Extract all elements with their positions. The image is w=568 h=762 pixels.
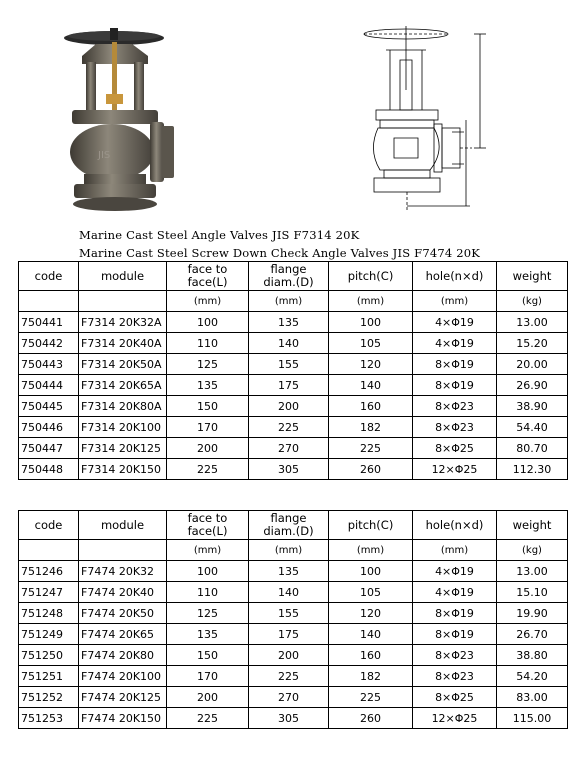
table-row [19, 666, 568, 687]
header-flange-diameter: flange diam.(D) [249, 511, 329, 540]
cell-flange: 225 [249, 666, 329, 687]
cell-hole: 8×Φ23 [413, 645, 497, 666]
cell-face: 125 [167, 603, 249, 624]
cell-code: 751246 [19, 561, 79, 582]
cell-flange: 200 [249, 645, 329, 666]
cell-flange: 200 [249, 396, 329, 417]
cell-pitch: 140 [329, 624, 413, 645]
cell-weight: 13.00 [497, 312, 568, 333]
cell-hole: 12×Φ25 [413, 459, 497, 480]
cell-pitch: 260 [329, 708, 413, 729]
cell-flange: 175 [249, 375, 329, 396]
header-module: module [79, 511, 167, 540]
cell-face: 225 [167, 708, 249, 729]
table-row [19, 354, 568, 375]
cell-hole: 8×Φ19 [413, 375, 497, 396]
cell-code: 750447 [19, 438, 79, 459]
cell-flange: 225 [249, 417, 329, 438]
cell-face: 170 [167, 417, 249, 438]
header-face-to-face: face to face(L) [167, 262, 249, 291]
cell-flange: 305 [249, 708, 329, 729]
table-row [19, 624, 568, 645]
title-check-angle-valves: Marine Cast Steel Screw Down Check Angle Valves JIS F7474 20K [79, 246, 481, 260]
unit-hole: (mm) [413, 291, 497, 312]
cell-weight: 54.20 [497, 666, 568, 687]
header-pitch: pitch(C) [329, 262, 413, 291]
unit-pitch: (mm) [329, 540, 413, 561]
cell-face: 200 [167, 438, 249, 459]
cell-module: F7474 20K32 [79, 561, 167, 582]
cell-module: F7314 20K65A [79, 375, 167, 396]
cell-code: 750444 [19, 375, 79, 396]
cell-flange: 175 [249, 624, 329, 645]
cell-pitch: 225 [329, 687, 413, 708]
cell-hole: 8×Φ19 [413, 624, 497, 645]
header-weight: weight [497, 262, 568, 291]
unit-weight: (kg) [497, 540, 568, 561]
unit-hole: (mm) [413, 540, 497, 561]
cell-face: 135 [167, 624, 249, 645]
cell-pitch: 105 [329, 582, 413, 603]
header-pitch: pitch(C) [329, 511, 413, 540]
cell-face: 100 [167, 312, 249, 333]
cell-flange: 270 [249, 687, 329, 708]
cell-hole: 8×Φ23 [413, 666, 497, 687]
cell-face: 125 [167, 354, 249, 375]
cell-code: 751247 [19, 582, 79, 603]
cell-weight: 38.80 [497, 645, 568, 666]
table-row [19, 459, 568, 480]
cell-flange: 305 [249, 459, 329, 480]
unit-flange: (mm) [249, 540, 329, 561]
cell-weight: 115.00 [497, 708, 568, 729]
header-module: module [79, 262, 167, 291]
cell-module: F7314 20K80A [79, 396, 167, 417]
cell-pitch: 225 [329, 438, 413, 459]
table-row [19, 645, 568, 666]
cell-weight: 15.10 [497, 582, 568, 603]
cell-weight: 19.90 [497, 603, 568, 624]
cell-hole: 8×Φ23 [413, 417, 497, 438]
cell-hole: 8×Φ19 [413, 603, 497, 624]
table-row [19, 375, 568, 396]
header-face-to-face: face to face(L) [167, 511, 249, 540]
cell-module: F7314 20K100 [79, 417, 167, 438]
cell-weight: 26.90 [497, 375, 568, 396]
cell-module: F7314 20K32A [79, 312, 167, 333]
cell-flange: 135 [249, 561, 329, 582]
title-angle-valves: Marine Cast Steel Angle Valves JIS F7314 20K [79, 228, 360, 242]
valve-cross-section-drawing [360, 20, 490, 216]
cell-module: F7314 20K50A [79, 354, 167, 375]
cell-pitch: 105 [329, 333, 413, 354]
cell-hole: 4×Φ19 [413, 333, 497, 354]
table-row [19, 438, 568, 459]
header-weight: weight [497, 511, 568, 540]
cell-weight: 83.00 [497, 687, 568, 708]
cell-code: 750441 [19, 312, 79, 333]
cell-module: F7314 20K150 [79, 459, 167, 480]
cell-weight: 80.70 [497, 438, 568, 459]
spec-table-f7474 [18, 510, 568, 729]
table-row [19, 687, 568, 708]
cell-face: 110 [167, 333, 249, 354]
unit-weight: (kg) [497, 291, 568, 312]
cell-flange: 140 [249, 582, 329, 603]
spec-table-f7314 [18, 261, 568, 480]
cell-module: F7474 20K50 [79, 603, 167, 624]
cell-module: F7314 20K40A [79, 333, 167, 354]
svg-text:JIS: JIS [98, 150, 111, 161]
cell-face: 200 [167, 687, 249, 708]
table-row [19, 312, 568, 333]
table-row [19, 333, 568, 354]
cell-code: 751251 [19, 666, 79, 687]
cell-hole: 4×Φ19 [413, 312, 497, 333]
cell-pitch: 182 [329, 417, 413, 438]
header-code: code [19, 511, 79, 540]
table-row [19, 582, 568, 603]
table-row [19, 603, 568, 624]
cell-pitch: 100 [329, 312, 413, 333]
header-hole: hole(n×d) [413, 511, 497, 540]
cell-code: 750446 [19, 417, 79, 438]
cell-weight: 38.90 [497, 396, 568, 417]
cell-module: F7474 20K125 [79, 687, 167, 708]
cell-hole: 8×Φ23 [413, 396, 497, 417]
unit-flange: (mm) [249, 291, 329, 312]
cell-weight: 112.30 [497, 459, 568, 480]
cell-face: 170 [167, 666, 249, 687]
table-row [19, 396, 568, 417]
cell-code: 751249 [19, 624, 79, 645]
cell-code: 751253 [19, 708, 79, 729]
unit-face: (mm) [167, 540, 249, 561]
cell-flange: 135 [249, 312, 329, 333]
table-row [19, 417, 568, 438]
cell-pitch: 182 [329, 666, 413, 687]
header-flange-diameter: flange diam.(D) [249, 262, 329, 291]
valve-photo [62, 24, 178, 214]
cell-flange: 270 [249, 438, 329, 459]
cell-face: 150 [167, 645, 249, 666]
table-row [19, 561, 568, 582]
cell-module: F7474 20K100 [79, 666, 167, 687]
cell-code: 750445 [19, 396, 79, 417]
cell-pitch: 120 [329, 603, 413, 624]
cell-pitch: 160 [329, 396, 413, 417]
unit-face: (mm) [167, 291, 249, 312]
cell-hole: 12×Φ25 [413, 708, 497, 729]
cell-weight: 20.00 [497, 354, 568, 375]
cell-hole: 4×Φ19 [413, 582, 497, 603]
header-hole: hole(n×d) [413, 262, 497, 291]
cell-face: 100 [167, 561, 249, 582]
cell-code: 750442 [19, 333, 79, 354]
cell-weight: 26.70 [497, 624, 568, 645]
cell-flange: 140 [249, 333, 329, 354]
cell-code: 751248 [19, 603, 79, 624]
cell-flange: 155 [249, 354, 329, 375]
cell-pitch: 260 [329, 459, 413, 480]
cell-pitch: 120 [329, 354, 413, 375]
header-code: code [19, 262, 79, 291]
cell-hole: 8×Φ25 [413, 687, 497, 708]
cell-module: F7314 20K125 [79, 438, 167, 459]
cell-code: 750448 [19, 459, 79, 480]
cell-pitch: 140 [329, 375, 413, 396]
cell-face: 225 [167, 459, 249, 480]
cell-hole: 4×Φ19 [413, 561, 497, 582]
cell-code: 750443 [19, 354, 79, 375]
cell-face: 110 [167, 582, 249, 603]
cell-flange: 155 [249, 603, 329, 624]
cell-weight: 54.40 [497, 417, 568, 438]
table-row [19, 708, 568, 729]
cell-code: 751252 [19, 687, 79, 708]
cell-pitch: 160 [329, 645, 413, 666]
cell-module: F7474 20K150 [79, 708, 167, 729]
cell-hole: 8×Φ19 [413, 354, 497, 375]
cell-module: F7474 20K40 [79, 582, 167, 603]
cell-module: F7474 20K80 [79, 645, 167, 666]
unit-pitch: (mm) [329, 291, 413, 312]
cell-hole: 8×Φ25 [413, 438, 497, 459]
cell-weight: 15.20 [497, 333, 568, 354]
cell-weight: 13.00 [497, 561, 568, 582]
cell-pitch: 100 [329, 561, 413, 582]
cell-code: 751250 [19, 645, 79, 666]
cell-module: F7474 20K65 [79, 624, 167, 645]
cell-face: 135 [167, 375, 249, 396]
cell-face: 150 [167, 396, 249, 417]
